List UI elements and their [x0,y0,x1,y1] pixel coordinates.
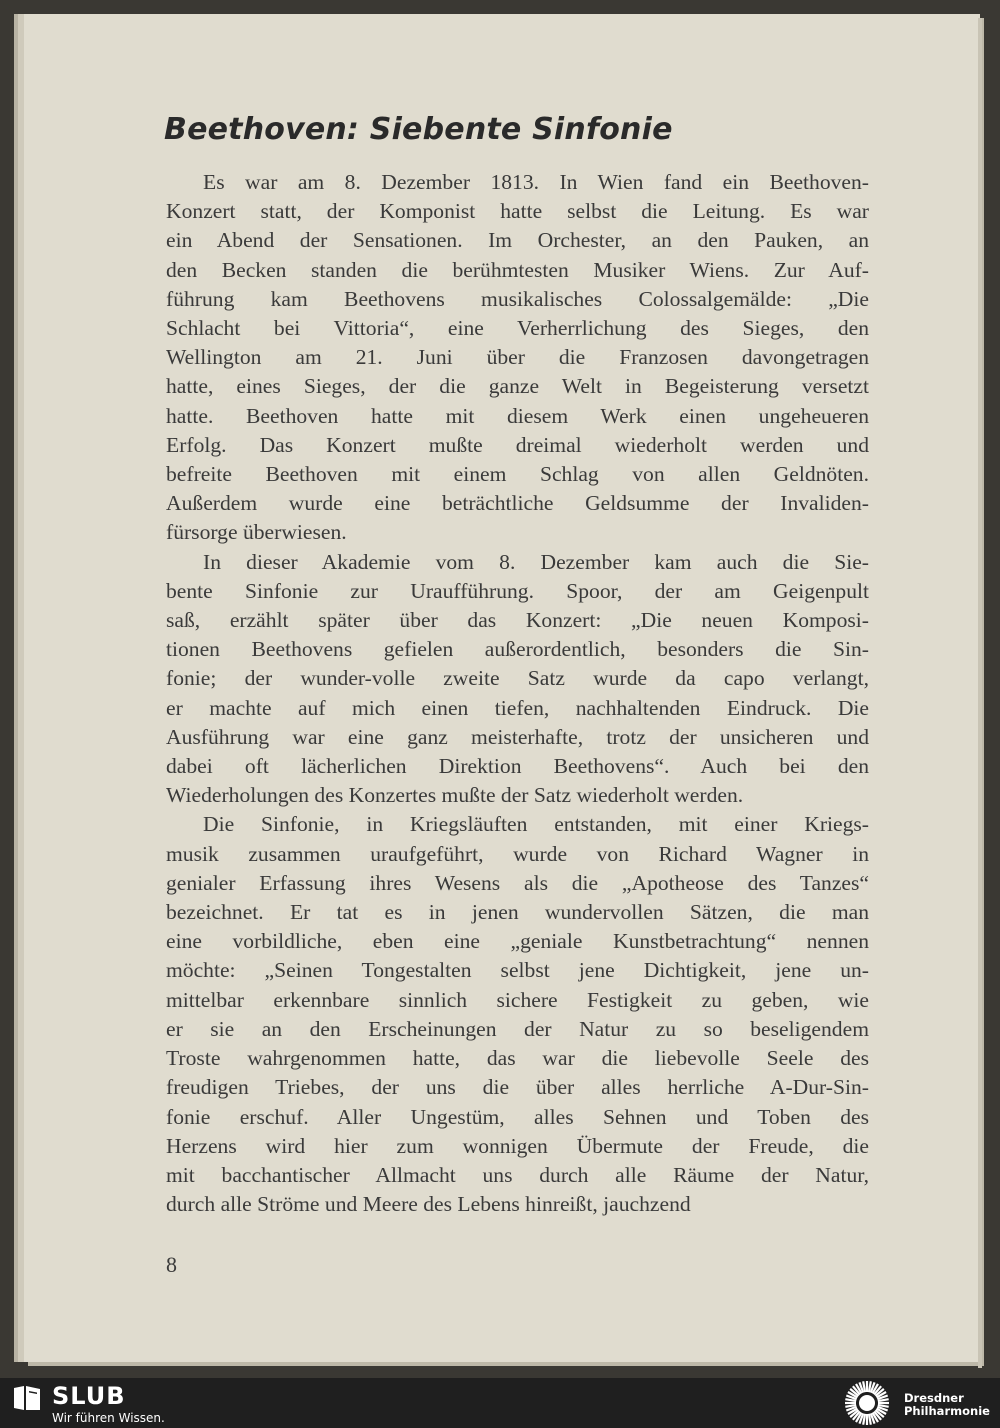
text-line: Troste wahrgenommen hatte, das war die liebevolle Seele des [166,1046,869,1071]
text-line: bezeichnet. Er tat es in jenen wundervollen Sätzen, die man [166,900,869,925]
text-line: mittelbar erkennbare sinnlich sichere Festigkeit zu geben, wie [166,987,869,1012]
library-name: SLUB [52,1382,126,1410]
text-line: musik zusammen uraufgeführt, wurde von Richard Wagner in [166,841,869,866]
text-line: führung kam Beethovens musikalisches Colossalgemälde: „Die [166,286,869,311]
text-line: den Becken standen die berühmtesten Musiker Wiens. Zur Auf- [166,257,869,282]
text-line: hatte, eines Sieges, der die ganze Welt in Begeisterung versetzt [166,374,869,399]
text-line: Konzert statt, der Komponist hatte selbst die Leitung. Es war [166,199,869,224]
text-line: möchte: „Seinen Tongestalten selbst jene Dichtigkeit, jene un- [166,958,869,983]
text-line: Herzens wird hier zum wonnigen Übermute der Freude, die [166,1133,869,1158]
text-line: fürsorge überwiesen. [166,520,347,545]
text-line: befreite Beethoven mit einem Schlag von allen Geldnöten. [166,462,869,487]
text-line: Es war am 8. Dezember 1813. In Wien fand ein Beethoven- [203,170,869,194]
text-line: durch alle Ströme und Meere des Lebens hinreißt, jauchzend [166,1192,691,1217]
paragraph [166,548,869,811]
text-line: er machte auf mich einen tiefen, nachhaltenden Eindruck. Die [166,695,869,720]
text-line: Ausführung war eine ganz meisterhafte, trotz der unsicheren und [166,724,869,749]
text-line: mit bacchantischer Allmacht uns durch alle Räume der Natur, [166,1162,869,1187]
paragraph [166,168,869,548]
page-heading: Beethoven: Siebente Sinfonie [164,112,673,147]
text-line: hatte. Beethoven hatte mit diesem Werk einen ungeheueren [166,403,869,428]
text-line: er sie an den Erscheinungen der Natur zu so beseligendem [166,1016,869,1041]
library-tagline: Wir führen Wissen. [52,1411,165,1425]
body-text [166,168,869,1219]
text-line: Erfolg. Das Konzert mußte dreimal wiederholt werden und [166,432,869,457]
partner-name-line2: Philharmonie [904,1404,990,1418]
page-edge-right [978,18,982,1368]
text-line: In dieser Akademie vom 8. Dezember kam auch die Sie- [203,549,869,574]
text-line: fonie erschuf. Aller Ungestüm, alles Sehnen und Toben des [166,1104,869,1129]
paragraph [166,810,869,1219]
text-line: saß, erzählt später über das Konzert: „Die neuen Komposi- [166,608,869,633]
text-line: fonie; der wunder-volle zweite Satz wurde da capo verlangt, [166,666,869,691]
text-line: ein Abend der Sensationen. Im Orchester, an den Pauken, an [166,228,869,253]
partner-name [904,1392,990,1418]
text-line: bente Sinfonie zur Uraufführung. Spoor, der am Geigenpult [166,578,869,603]
text-line: tionen Beethovens gefielen außerordentlich, besonders die Sin- [166,637,869,662]
text-line: Wiederholungen des Konzertes mußte der Satz wiederholt werden. [166,783,744,808]
philharmonie-sunburst-icon [842,1380,892,1426]
text-line: freudigen Triebes, der uns die über alles herrliche A-Dur-Sin- [166,1075,869,1100]
page-edge-left [14,20,22,1360]
text-line: Schlacht bei Vittoria“, eine Verherrlichung des Sieges, den [166,316,869,341]
text-line: Wellington am 21. Juni über die Franzosen davongetragen [166,345,869,370]
text-line: dabei oft lächerlichen Direktion Beethovens“. Auch bei den [166,754,869,779]
text-line: Außerdem wurde eine beträchtliche Geldsumme der Invaliden- [166,491,869,516]
text-line: genialer Erfassung ihres Wesens als die „Apotheose des Tanzes“ [166,870,869,895]
page-number: 8 [166,1252,177,1277]
slub-book-icon [12,1384,42,1412]
text-line: eine vorbildliche, eben eine „geniale Kunstbetrachtung“ nennen [166,929,869,954]
footer-bar [0,1378,1000,1428]
text-line: Die Sinfonie, in Kriegsläuften entstanden, mit einer Kriegs- [203,812,869,837]
partner-name-line1: Dresdner [904,1391,964,1405]
